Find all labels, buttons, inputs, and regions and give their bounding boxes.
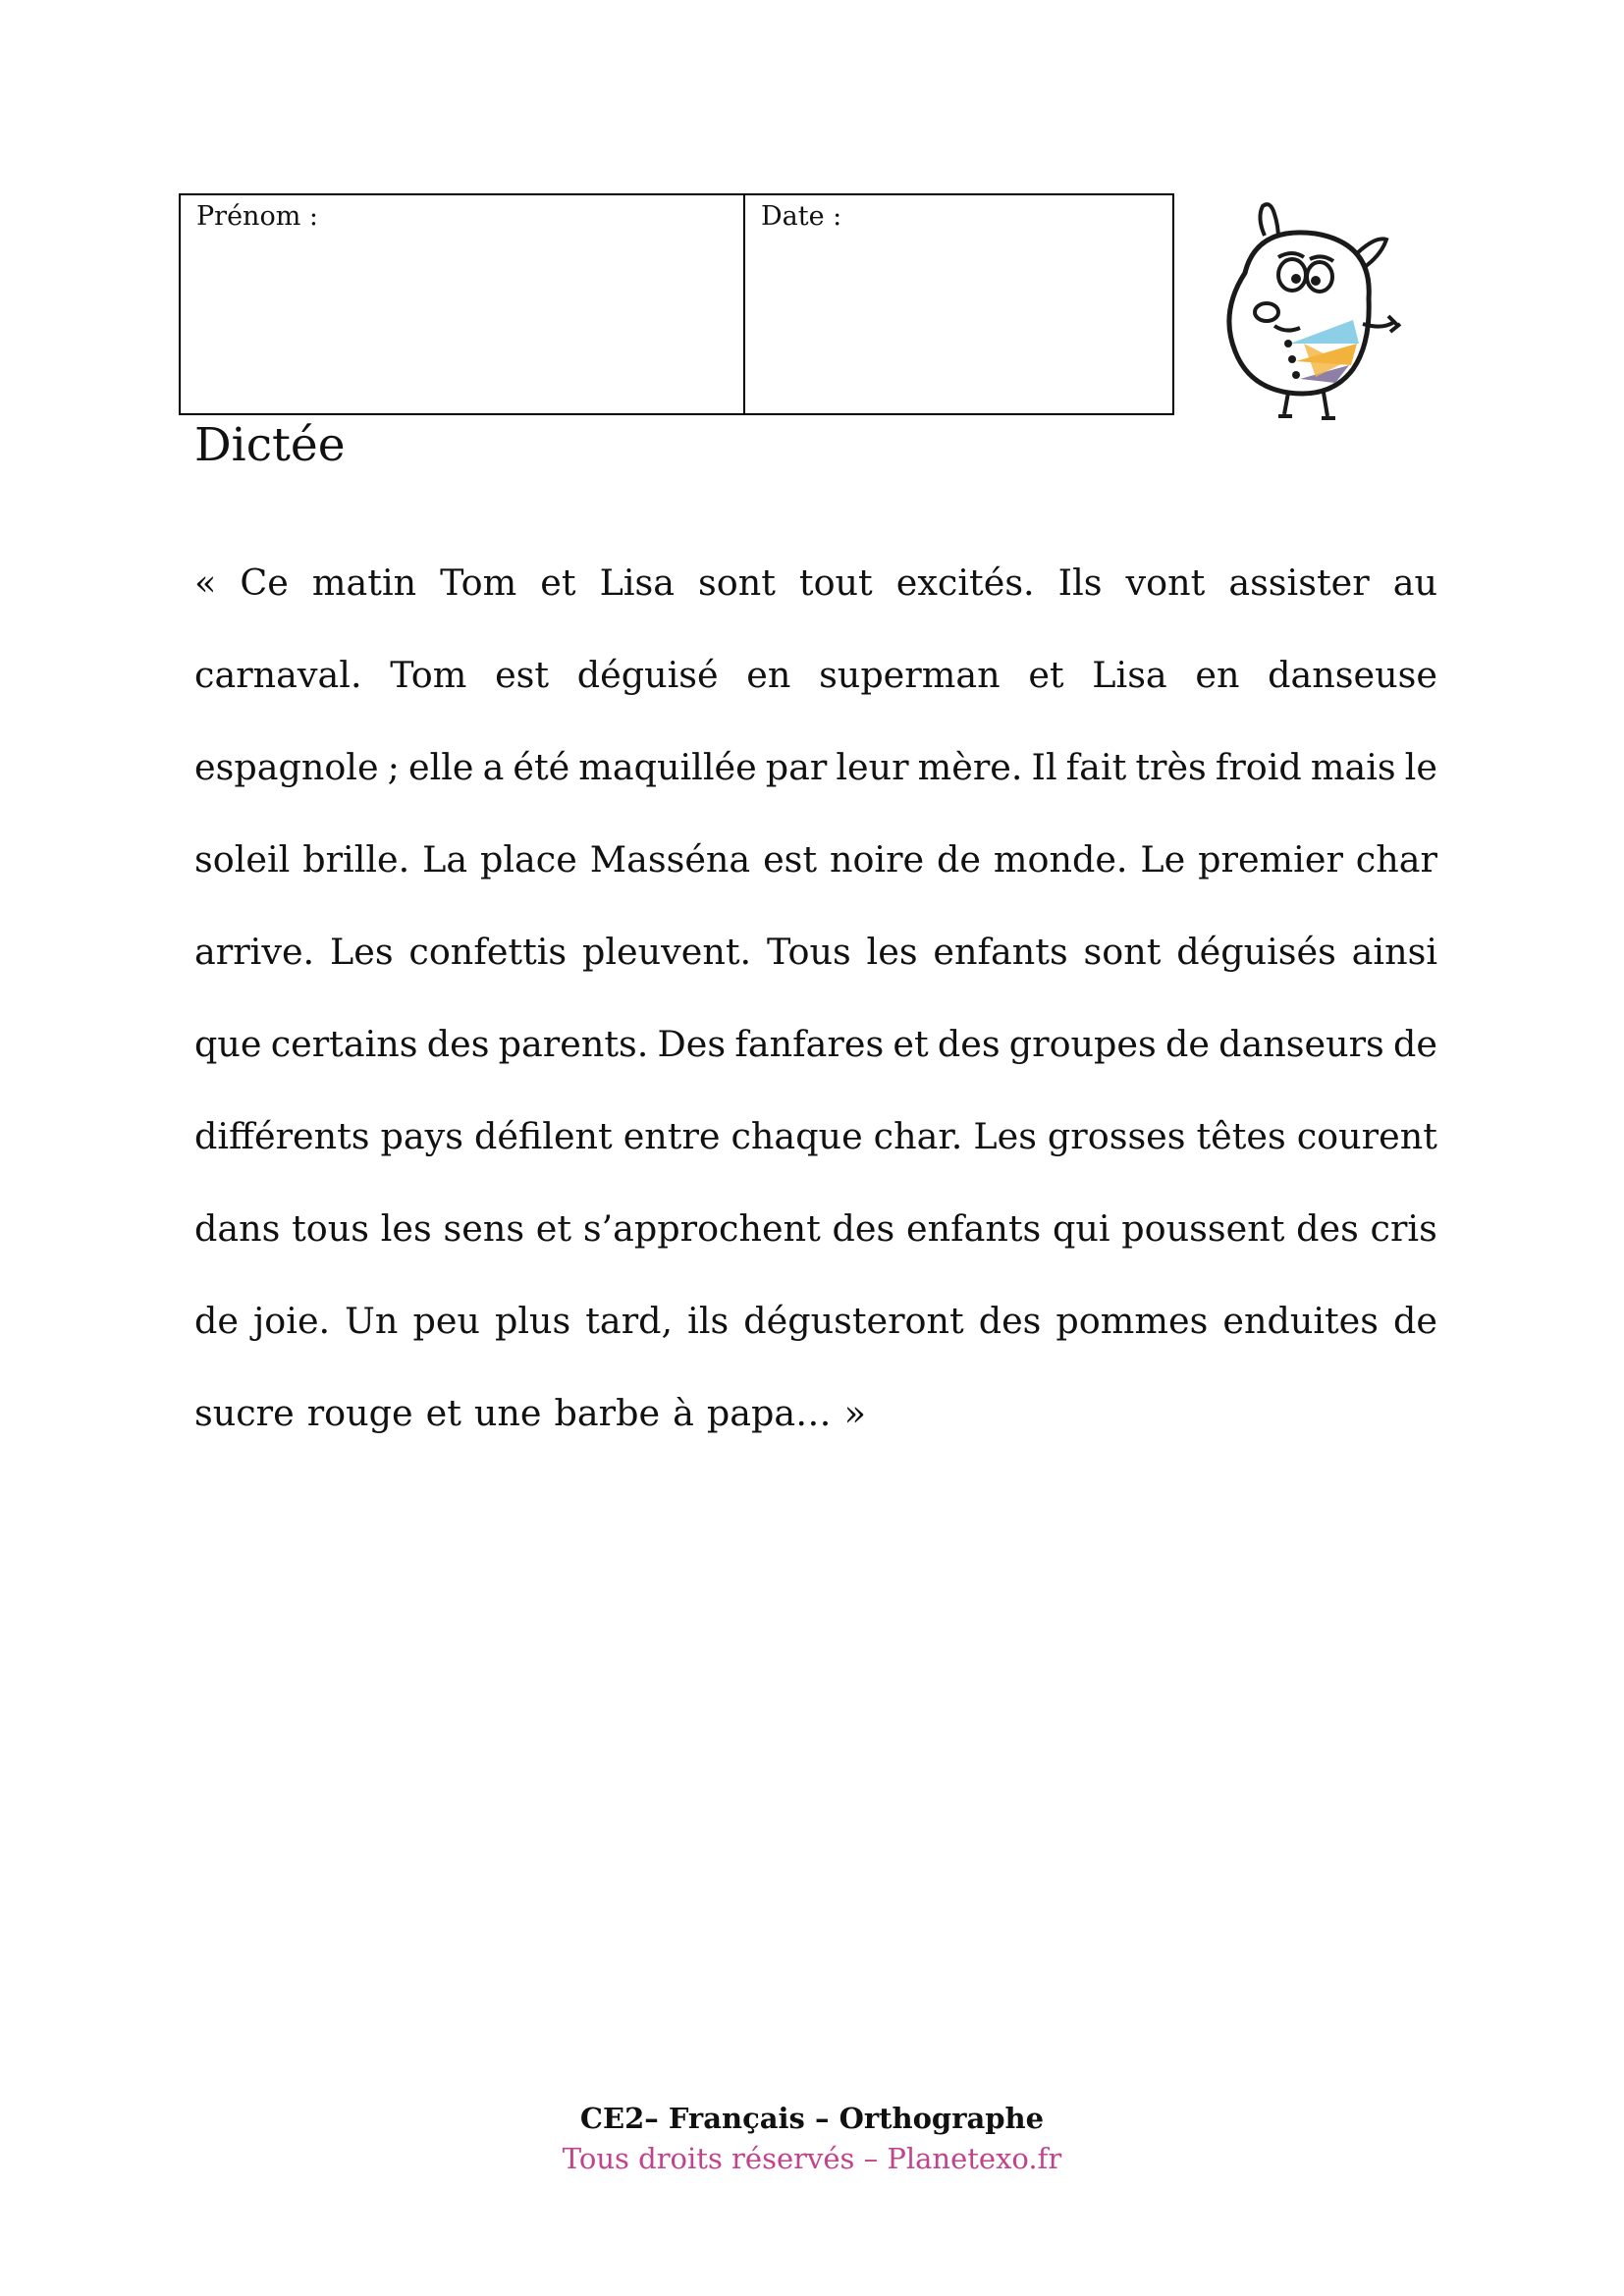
dictation-word: de	[937, 838, 981, 881]
dictation-word: pleuvent.	[582, 931, 752, 973]
dictation-line	[194, 561, 1437, 654]
dictation-word: Tom	[390, 654, 467, 696]
dictation-word: qui	[1053, 1207, 1110, 1250]
dictation-word: déguisés	[1176, 931, 1336, 973]
dictation-word: de	[1393, 1300, 1437, 1342]
page-title: Dictée	[194, 418, 346, 472]
dictation-word: les	[866, 931, 918, 973]
dictation-word: premier	[1198, 838, 1343, 881]
dictation-word: poussent	[1121, 1207, 1285, 1250]
dictation-word: de	[1164, 1023, 1210, 1065]
dictation-word: entre	[623, 1115, 721, 1157]
dictation-word: La	[422, 838, 468, 881]
dictation-line	[194, 746, 1437, 838]
dictation-word: des	[978, 1300, 1042, 1342]
dictation-word: plus	[494, 1300, 571, 1342]
dictation-word: Les	[329, 931, 394, 973]
dictation-word: Tom	[440, 561, 517, 604]
footer-copyright: Tous droits réservés – Planetexo.fr	[562, 2142, 1062, 2175]
dictation-word: ;	[387, 746, 400, 788]
dictation-line	[194, 1392, 1437, 1484]
dictation-word: très	[1135, 746, 1207, 788]
dictation-word: est	[763, 838, 818, 881]
dictation-word: en	[1195, 654, 1240, 696]
dictation-word: groupes	[1008, 1023, 1157, 1065]
dictation-word: des	[832, 1207, 895, 1250]
dictation-word: danseurs	[1218, 1023, 1384, 1065]
dictation-word: Les	[973, 1115, 1037, 1157]
dictation-word: sucre	[194, 1392, 295, 1434]
dictation-word: s’approchent	[582, 1207, 821, 1250]
dictation-word: noire	[829, 838, 925, 881]
dictation-word: à	[673, 1392, 694, 1434]
header-table	[179, 193, 1174, 415]
dictation-line	[194, 931, 1437, 1023]
dictation-word: que	[194, 1023, 262, 1065]
dictation-line	[194, 654, 1437, 746]
dictation-word: des	[1296, 1207, 1359, 1250]
dictation-word: et	[1028, 654, 1064, 696]
dictation-word: Le	[1140, 838, 1186, 881]
dictation-word: tard,	[585, 1300, 674, 1342]
dictation-word: par	[765, 746, 828, 788]
dictation-word: parents.	[498, 1023, 649, 1065]
dictation-word: «	[194, 561, 217, 604]
dictation-word: tout	[798, 561, 873, 604]
dictation-word: et	[425, 1392, 461, 1434]
dictation-word: Tous	[766, 931, 851, 973]
dictation-word: matin	[311, 561, 417, 604]
prenom-label: Prénom :	[196, 201, 318, 232]
dictation-word: enduites	[1222, 1300, 1379, 1342]
dictation-word: char	[1355, 838, 1437, 881]
dictation-word: Il	[1031, 746, 1057, 788]
dictation-word: défilent	[473, 1115, 613, 1157]
dictation-line	[194, 838, 1437, 931]
dictation-word: mais	[1310, 746, 1396, 788]
dictation-word: vont	[1125, 561, 1206, 604]
dictation-word: assister	[1228, 561, 1370, 604]
dictation-word: dégusteront	[743, 1300, 964, 1342]
dictation-word: fanfares	[734, 1023, 885, 1065]
dictation-word: au	[1392, 561, 1437, 604]
dictation-word: sont	[1083, 931, 1162, 973]
dictation-word: rouge	[306, 1392, 413, 1434]
dictation-word: pays	[380, 1115, 463, 1157]
dictation-word: leur	[836, 746, 909, 788]
dictation-word: ainsi	[1351, 931, 1437, 973]
dictation-word: froid	[1215, 746, 1302, 788]
dictation-word: et	[540, 561, 576, 604]
dictation-word: cris	[1370, 1207, 1437, 1250]
dictation-word: soleil	[194, 838, 291, 881]
dictation-word: a	[482, 746, 505, 788]
dictation-word: pommes	[1056, 1300, 1209, 1342]
dictation-word: de	[194, 1300, 239, 1342]
dictation-word: monde.	[993, 838, 1128, 881]
dictation-line	[194, 1207, 1437, 1300]
dictation-word: une	[473, 1392, 542, 1434]
dictation-word: des	[426, 1023, 490, 1065]
dictation-word: grosses	[1047, 1115, 1186, 1157]
dictation-word: carnaval.	[194, 654, 362, 696]
dictation-word: des	[937, 1023, 1001, 1065]
dictation-line	[194, 1115, 1437, 1207]
dictation-word: et	[893, 1023, 929, 1065]
dictation-word: chaque	[731, 1115, 863, 1157]
dictation-word: en	[746, 654, 791, 696]
dictation-word: certains	[270, 1023, 418, 1065]
dictation-word: brille.	[302, 838, 410, 881]
dictation-word: le	[1404, 746, 1437, 788]
dictation-word: de	[1393, 1023, 1437, 1065]
dictation-word: têtes	[1196, 1115, 1286, 1157]
dictation-word: enfants	[933, 931, 1068, 973]
dictation-word: Masséna	[589, 838, 751, 881]
dictation-line	[194, 1023, 1437, 1115]
sheep-mascot-icon	[1206, 196, 1412, 422]
dictation-word: est	[495, 654, 550, 696]
dictation-word: Des	[657, 1023, 727, 1065]
dictation-word: fait	[1065, 746, 1127, 788]
dictation-word: ils	[687, 1300, 730, 1342]
dictation-word: sont	[698, 561, 776, 604]
dictation-word: courent	[1296, 1115, 1437, 1157]
dictation-word: tous	[292, 1207, 369, 1250]
dictation-word: peu	[412, 1300, 480, 1342]
dictation-word: différents	[194, 1115, 370, 1157]
dictation-word: mère.	[917, 746, 1023, 788]
dictation-word: Un	[345, 1300, 399, 1342]
prenom-field[interactable]	[181, 195, 745, 413]
dictation-text	[194, 561, 1437, 1484]
dictation-word: Ils	[1057, 561, 1103, 604]
dictation-word: Ce	[240, 561, 289, 604]
dictation-word: et	[535, 1207, 572, 1250]
dictation-word: Lisa	[599, 561, 675, 604]
dictation-word: superman	[819, 654, 1001, 696]
dictation-word: les	[380, 1207, 432, 1250]
dictation-word: sens	[443, 1207, 525, 1250]
date-label: Date :	[761, 201, 842, 232]
dictation-word: confettis	[408, 931, 568, 973]
dictation-word: arrive.	[194, 931, 315, 973]
dictation-word: maquillée	[578, 746, 757, 788]
dictation-line	[194, 1300, 1437, 1392]
dictation-word: joie.	[252, 1300, 331, 1342]
dictation-word: barbe	[554, 1392, 661, 1434]
dictation-word: déguisé	[576, 654, 719, 696]
footer-subject: CE2– Français – Orthographe	[579, 2102, 1045, 2135]
dictation-word: été	[513, 746, 570, 788]
dictation-word: place	[480, 838, 577, 881]
dictation-word: dans	[194, 1207, 281, 1250]
dictation-word: Lisa	[1092, 654, 1167, 696]
dictation-word: char.	[873, 1115, 963, 1157]
date-field[interactable]	[745, 195, 1172, 413]
dictation-word: danseuse	[1268, 654, 1437, 696]
dictation-word: espagnole	[194, 746, 379, 788]
dictation-word: enfants	[905, 1207, 1042, 1250]
dictation-word: excités.	[895, 561, 1035, 604]
dictation-word: papa…	[706, 1392, 832, 1434]
dictation-word: elle	[407, 746, 474, 788]
dictation-word: »	[843, 1392, 866, 1434]
